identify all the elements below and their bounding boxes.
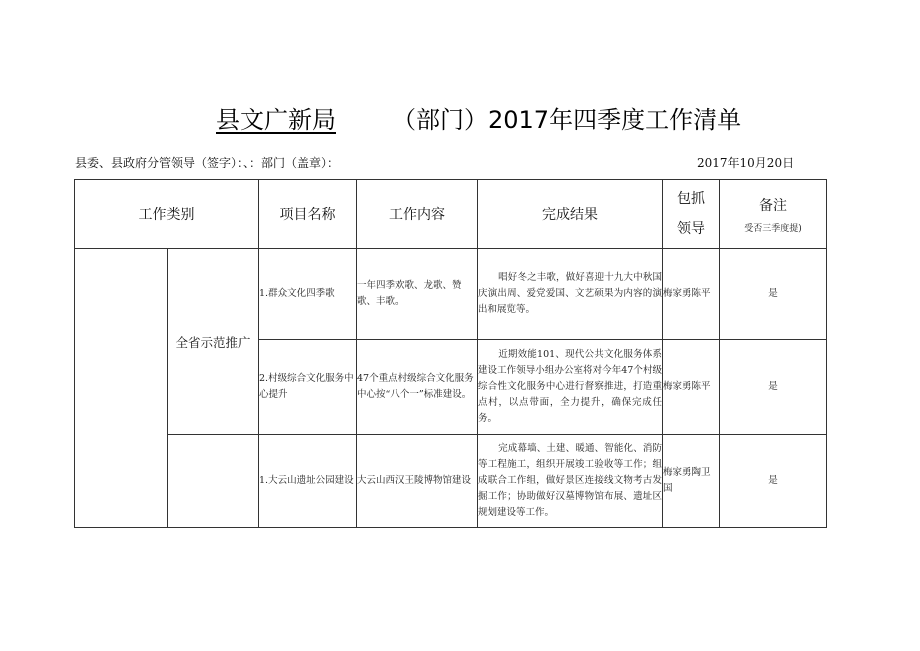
work-list-table <box>74 179 827 528</box>
department-name: 县文广新局 <box>216 106 336 134</box>
work-content-cell: 一年四季欢歌、龙歌、赞歌、丰歌。 <box>357 249 478 340</box>
result-cell <box>478 340 663 435</box>
leader-cell: 梅家勇陈平 <box>663 249 720 340</box>
header-content: 工作内容 <box>357 180 478 249</box>
header-category: 工作类别 <box>75 180 259 249</box>
note-cell: 是 <box>720 249 827 340</box>
note-cell: 是 <box>720 340 827 435</box>
result-text: 近期效能101、现代公共文化服务体系建设工作领导小组办公室将对今年47个村级综合性文化服务中心进行督察推进，打造重点村，以点带面，全力提升，确保完成任务。 <box>478 349 662 424</box>
work-content-cell: 大云山西汉王陵博物馆建设 <box>357 435 478 528</box>
header-result: 完成结果 <box>478 180 663 249</box>
signature-line <box>75 154 825 172</box>
category-level1-cell <box>75 249 168 528</box>
category-level2-cell: 全省示范推广 <box>168 249 259 435</box>
project-name-cell: 1.大云山遗址公园建设 <box>259 435 357 528</box>
table-header-row <box>75 180 827 249</box>
leader-cell: 梅家勇陈平 <box>663 340 720 435</box>
work-content-cell: 47个重点村级综合文化服务中心按“八个一”标准建设。 <box>357 340 478 435</box>
result-text: 完成幕墙、土建、暖通、智能化、消防等工程施工，组织开展竣工验收等工作；组成联合工作组，做好景区连接线文物考古发掘工作；协助做好汉墓博物馆布展、遗址区规划建设等工作。 <box>478 443 662 518</box>
document-title <box>0 100 920 140</box>
table-row <box>75 435 827 528</box>
header-note-title: 备注 <box>759 197 787 214</box>
header-project: 项目名称 <box>259 180 357 249</box>
document-date: 2017年10月20日 <box>697 156 795 170</box>
project-name-cell: 2.村级综合文化服务中心提升 <box>259 340 357 435</box>
project-name-cell: 1.群众文化四季歌 <box>259 249 357 340</box>
note-cell: 是 <box>720 435 827 528</box>
result-cell <box>478 249 663 340</box>
header-leader <box>663 180 720 249</box>
category-level2-cell <box>168 435 259 528</box>
leader-cell: 梅家勇陶卫国 <box>663 435 720 528</box>
header-note-sub: 受否三季度提) <box>744 223 802 234</box>
table-row <box>75 249 827 340</box>
result-cell <box>478 435 663 528</box>
title-text: （部门）2017年四季度工作清单 <box>392 106 742 134</box>
header-leader-line1: 包抓 <box>677 191 705 207</box>
header-note <box>720 180 827 249</box>
signature-label: 县委、县政府分管领导（签字）：、：部门（盖章）： <box>75 156 340 170</box>
result-text: 唱好冬之丰歌，做好喜迎十九大中秋国庆演出周、爱党爱国、文艺硕果为内容的演出和展览等。 <box>478 272 662 315</box>
header-leader-line2: 领导 <box>677 221 705 237</box>
